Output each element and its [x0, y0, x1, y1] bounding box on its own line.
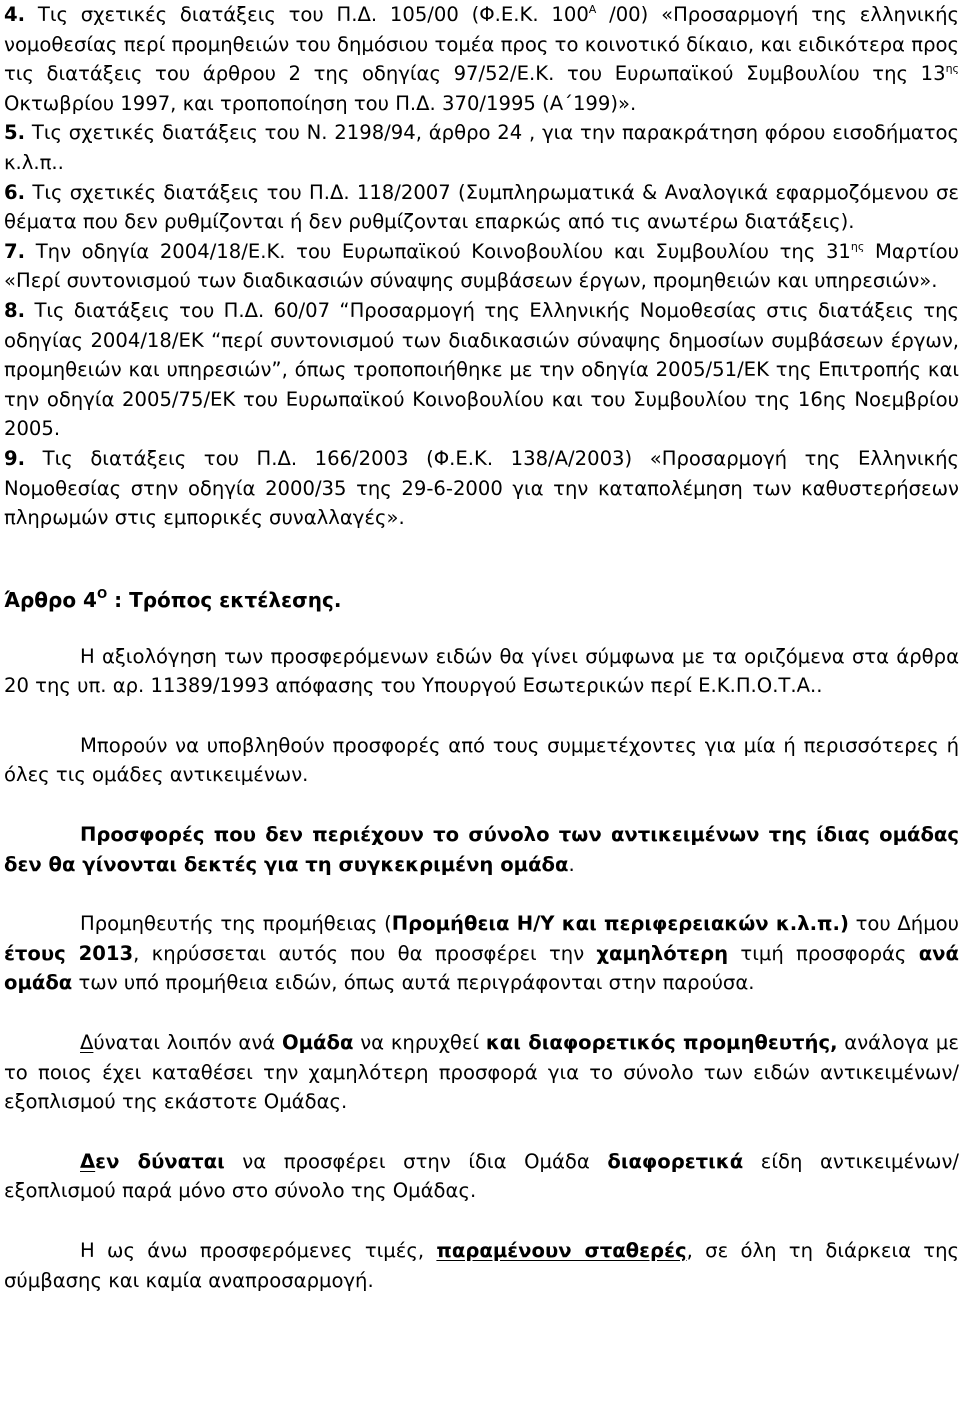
spacer: [4, 879, 959, 909]
clause-8: 8. Τις διατάξεις του Π.Δ. 60/07 “Προσαρμογή της Ελληνικής Νομοθεσίας στις διατάξεις της οδηγίας 2004/18/ΕΚ “περί συντονισμού των διαδικασιών σύναψης δημοσίων συμβάσεων έργων, προμηθειών και υπηρεσιών”, όπως τροποποιήθηκε με την οδηγία 2005/51/ΕΚ της Επιτροπής και την οδηγία 2005/75/ΕΚ του Ευρωπαϊκού Κοινοβουλίου και του Συμβουλίου της 16ης Νοεμβρίου 2005.: [4, 298, 959, 441]
clause-number: 7.: [4, 239, 26, 263]
paragraph-supplier: Προμηθευτής της προμήθειας (Προμήθεια Η/Υ και περιφερειακών κ.λ.π.) του Δήμου έτους 2013, κηρύσσεται αυτός που θα προσφέρει την χαμηλότερη τιμή προσφοράς ανά ομάδα των υπό προμήθεια ειδών, όπως αυτά περιγράφονται στην παρούσα.: [4, 912, 959, 995]
document-page: [4, 0, 959, 1295]
spacer: [4, 533, 959, 585]
clause-4: 4. Τις σχετικές διατάξεις του Π.Δ. 105/00 (Φ.Ε.Κ. $100^A$ /00) «Προσαρμογή της ελληνικής νομοθεσίας περί προμηθειών του δημόσιου τομέα προς το κοινοτικό δίκαιο, και ειδικότερα προς τις διατάξεις του άρθρου 2 της οδηγίας 97/52/Ε.Κ. του Ευρωπαϊκού Συμβουλίου της $13^{\eta\varsigma}$ Οκτωβρίου 1997, και τροποποίηση του Π.Δ. 370/1995 (Α΄199)».: [4, 3, 959, 115]
paragraph-evaluation: Η αξιολόγηση των προσφερόμενων ειδών θα γίνει σύμφωνα με τα οριζόμενα στα άρθρα 20 της υπ. αρ. 11389/1993 απόφασης του Υπουργού Εσωτερικών περί Ε.Κ.Π.Ο.Τ.Α..: [4, 644, 959, 698]
spacer: [4, 998, 959, 1028]
paragraph-different-items: Δεν δύναται να προσφέρει στην ίδια Ομάδα διαφορετικά είδη αντικειμένων/εξοπλισμού παρά μόνο στο σύνολο της Ομάδας.: [4, 1149, 959, 1203]
clause-number: 5.: [4, 121, 26, 145]
clause-6: 6. Τις σχετικές διατάξεις του Π.Δ. 118/2007 (Συμπληρωματικά & Αναλογικά εφαρμοζόμενου σε θέματα που δεν ρυθμίζονται ή δεν ρυθμίζονται επαρκώς από τις ανωτέρω διατάξεις).: [4, 180, 959, 234]
clause-7: 7. Την οδηγία 2004/18/Ε.Κ. του Ευρωπαϊκού Κοινοβουλίου και Συμβουλίου της $31^{\eta\varsigma}$ Μαρτίου «Περί συντονισμού των διαδικασιών σύναψης συμβάσεων έργων, προμηθειών και υπηρεσιών».: [4, 239, 959, 293]
paragraph-offers: Μπορούν να υποβληθούν προσφορές από τους συμμετέχοντες για μία ή περισσότερες ή όλες τις ομάδες αντικειμένων.: [4, 733, 959, 787]
paragraph-incomplete-offers: Προσφορές που δεν περιέχουν το σύνολο των αντικειμένων της ίδιας ομάδας δεν θα γίνονται δεκτές για τη συγκεκριμένη ομάδα.: [4, 823, 959, 876]
clause-number: 6.: [4, 180, 26, 204]
paragraph-fixed-prices: Η ως άνω προσφερόμενες τιμές, παραμένουν σταθερές, σε όλη τη διάρκεια της σύμβασης και καμία αναπροσαρμογή.: [4, 1239, 960, 1292]
article-heading: Άρθρο $4^O$ : Τρόπος εκτέλεσης.: [4, 586, 342, 612]
spacer: [4, 1117, 959, 1147]
paragraph-per-group: Δύναται λοιπόν ανά Ομάδα να κηρυχθεί και διαφορετικός προμηθευτής, ανάλογα με το ποιος έχει καταθέσει την χαμηλότερη προσφορά για το σύνολο των ειδών αντικειμένων/εξοπλισμού της εκάστοτε Ομάδας.: [4, 1031, 959, 1114]
spacer: [4, 701, 959, 731]
spacer: [4, 1206, 959, 1236]
clause-number: 4.: [4, 3, 26, 26]
clause-9: 9. Τις διατάξεις του Π.Δ. 166/2003 (Φ.Ε.Κ. 138/Α/2003) «Προσαρμογή της Ελληνικής Νομοθεσίας στην οδηγία 2000/35 της 29-6-2000 για την καταπολέμηση των καθυστερήσεων πληρωμών στις εμπορικές συναλλαγές».: [4, 446, 959, 530]
spacer: [4, 615, 959, 642]
spacer: [4, 790, 959, 820]
clause-number: 9.: [4, 446, 26, 470]
clause-5: 5. Τις σχετικές διατάξεις του Ν. 2198/94, άρθρο 24 , για την παρακράτηση φόρου εισοδήματος κ.λ.π..: [4, 121, 959, 174]
clause-number: 8.: [4, 298, 26, 322]
